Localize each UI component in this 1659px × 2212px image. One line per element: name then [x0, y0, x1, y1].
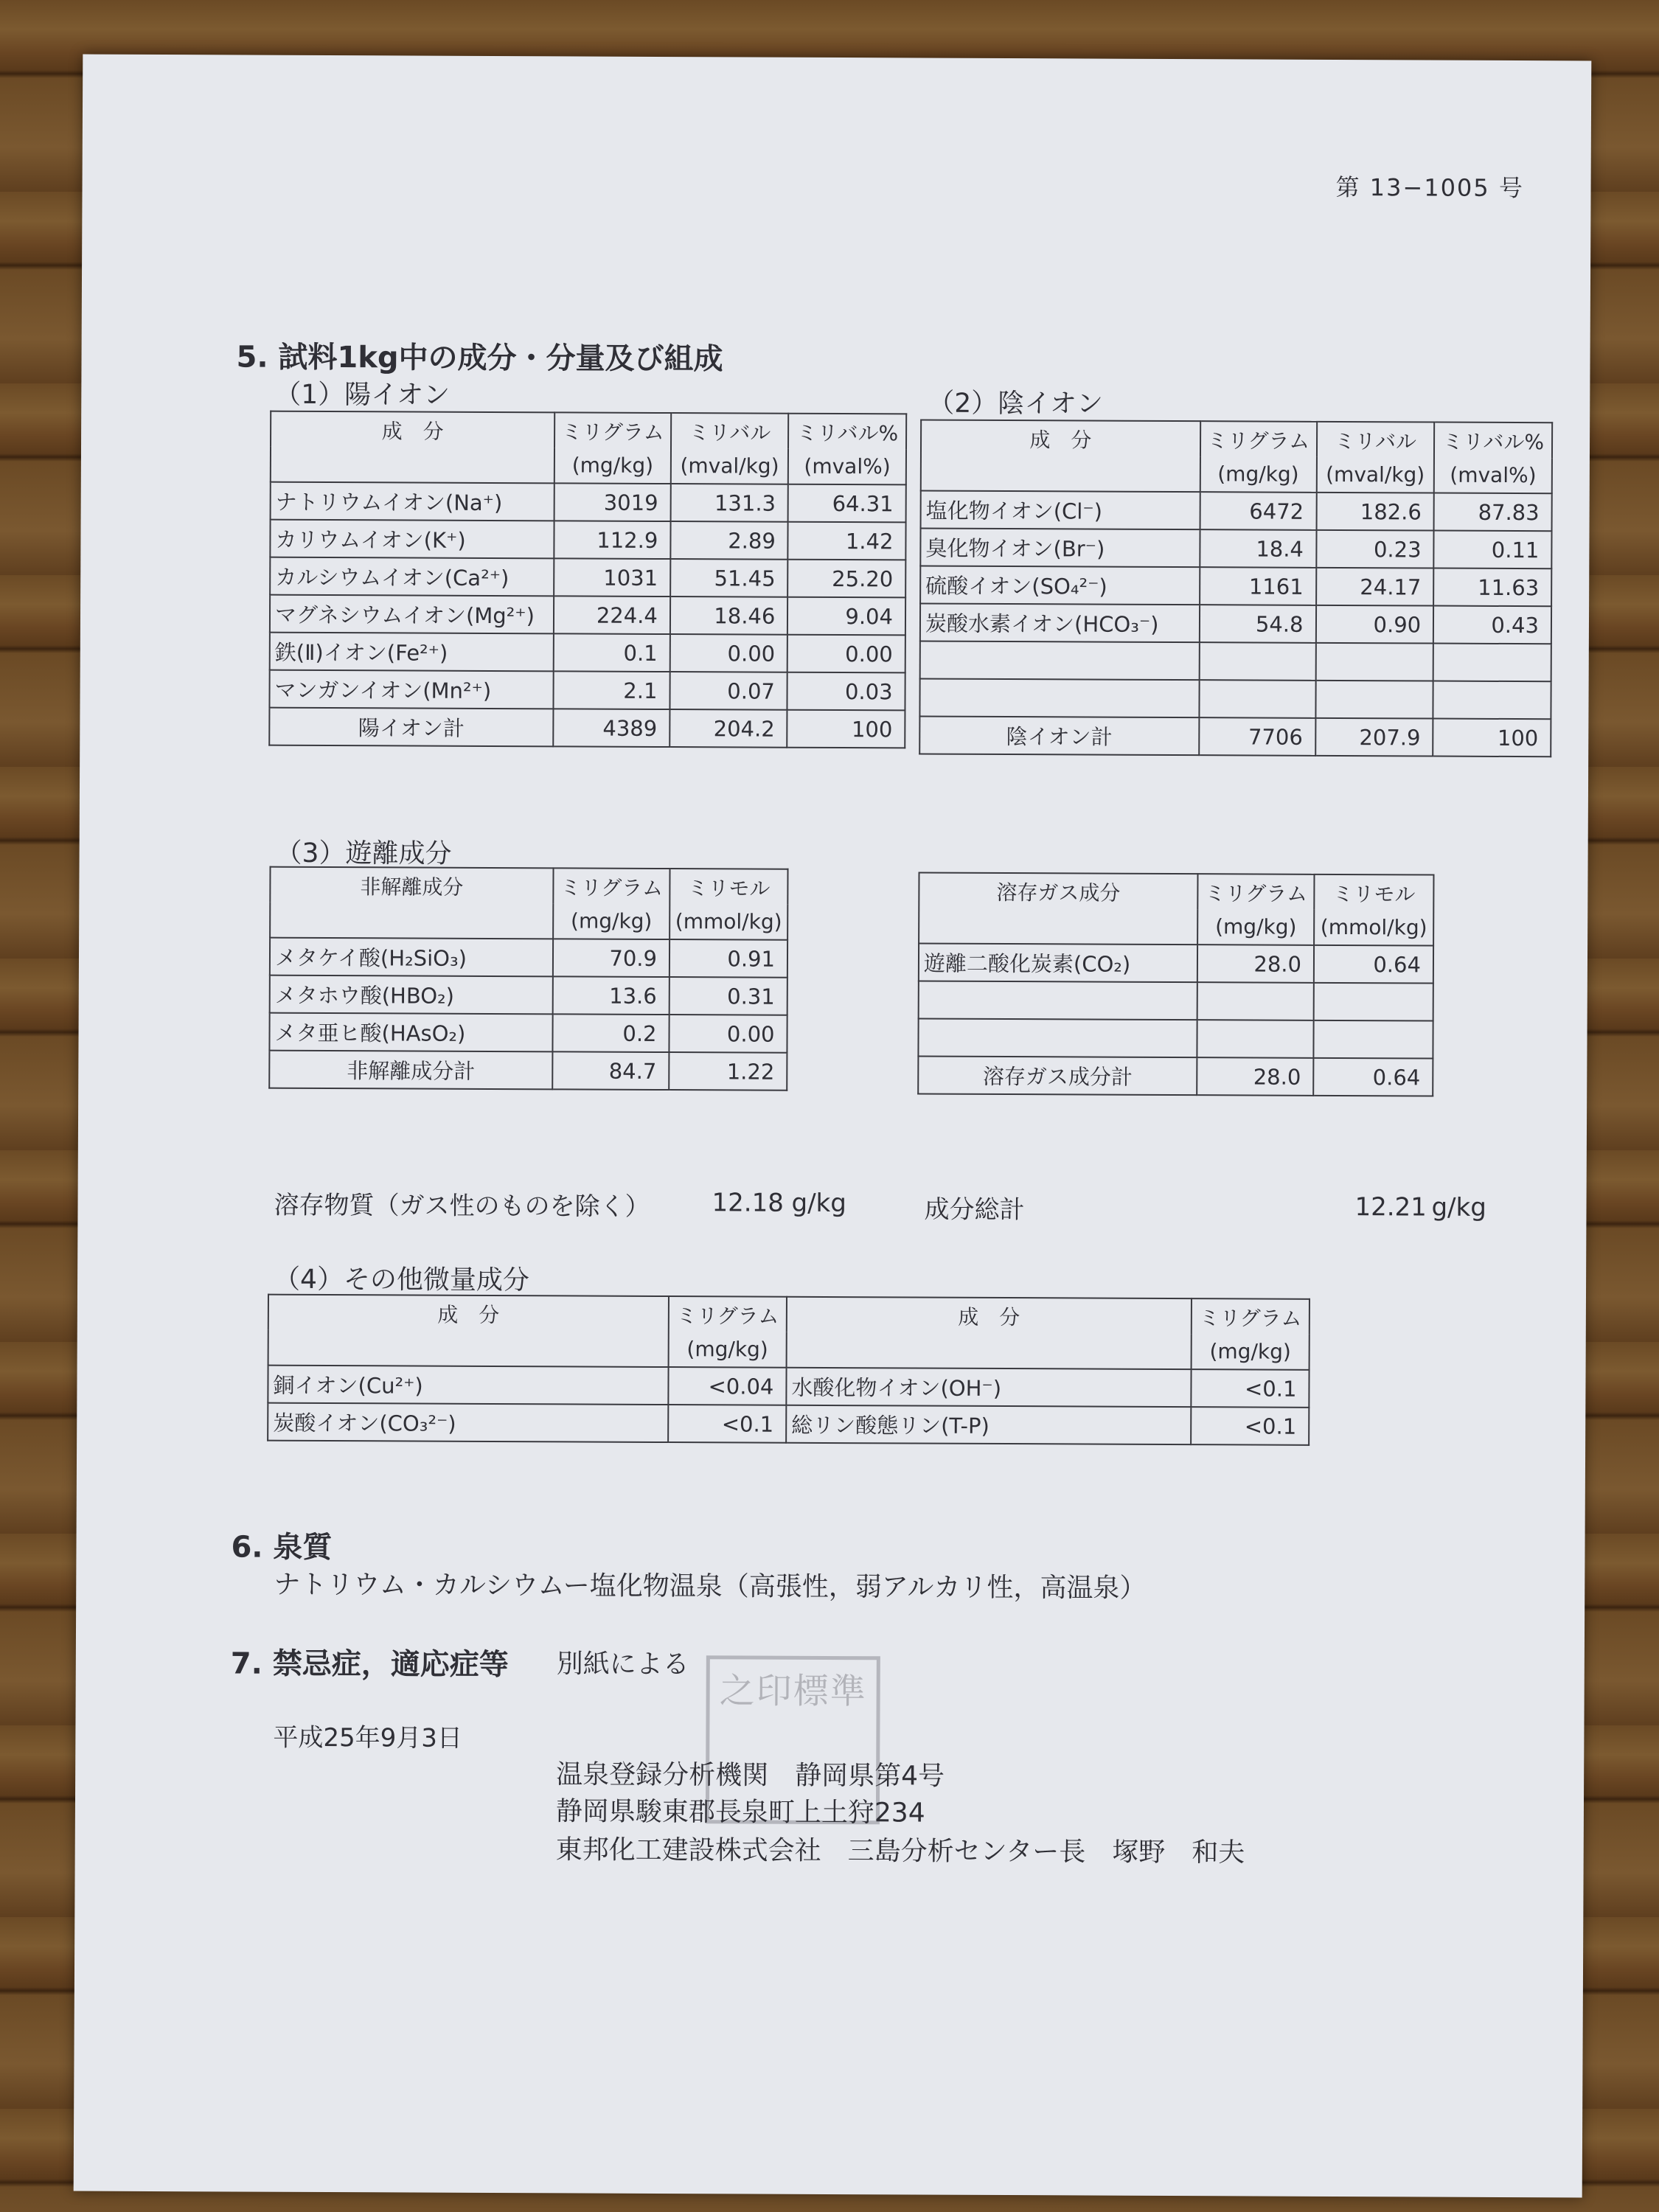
table-row: [268, 1366, 1309, 1408]
header-cell: ミリバル%: [788, 414, 906, 450]
header-cell: ミリモル: [669, 869, 787, 905]
empty-row: [920, 641, 1551, 682]
value-cell: 6472: [1200, 492, 1316, 530]
value-cell: 131.3: [670, 484, 788, 522]
dissolved-gas-table: [917, 872, 1434, 1097]
table-row: [270, 633, 905, 673]
value-cell: <0.04: [668, 1367, 786, 1405]
spring-quality: ナトリウム・カルシウムー塩化物温泉（高張性，弱アルカリ性，高温泉）: [274, 1569, 1147, 1604]
component-cell: 炭酸水素イオン(HCO₃⁻): [920, 604, 1200, 643]
component-cell: 硫酸イオン(SO₄²⁻): [920, 566, 1200, 605]
document-number: 第 13−1005 号: [1335, 173, 1524, 203]
value-cell: 0.31: [669, 977, 787, 1015]
total-label: 陽イオン計: [269, 708, 553, 747]
empty-row: [919, 981, 1433, 1021]
component-cell: マグネシウムイオン(Mg²⁺): [270, 595, 554, 634]
total-label: 非解離成分計: [269, 1051, 552, 1090]
total-components-unit: g/kg: [1431, 1192, 1486, 1222]
header-cell: ミリグラム: [553, 868, 669, 904]
unit-cell: (mmol/kg): [1314, 910, 1433, 946]
table-row: [270, 595, 905, 636]
total-value: 28.0: [1197, 1057, 1313, 1096]
component-cell: カリウムイオン(K⁺): [270, 520, 554, 559]
trace-title: （4）その他微量成分: [273, 1264, 530, 1296]
header-cell: ミリグラム: [1192, 1298, 1310, 1335]
header-cell: ミリバル%: [1434, 422, 1552, 459]
total-value: 1.22: [669, 1052, 787, 1091]
component-cell: メタホウ酸(HBO₂): [270, 975, 553, 1015]
table-header-row: [919, 873, 1433, 911]
value-cell: <0.1: [1191, 1407, 1309, 1445]
nondissociated-table: [268, 866, 788, 1091]
unit-cell: (mval%): [1434, 458, 1552, 494]
table-unit-row: [270, 902, 787, 940]
table-row: [920, 529, 1551, 569]
table-row: [921, 491, 1552, 532]
header-cell: ミリグラム: [1200, 421, 1317, 457]
component-cell: カルシウムイオン(Ca²⁺): [270, 557, 554, 597]
value-cell: 112.9: [554, 521, 670, 559]
table-unit-row: [919, 908, 1433, 946]
table-row: [919, 944, 1433, 984]
total-row: [269, 1051, 787, 1091]
cation-table: [268, 411, 907, 749]
value-cell: 18.46: [670, 597, 788, 635]
section7-body: 別紙による: [556, 1649, 689, 1680]
seal-text: 之印標準: [719, 1670, 867, 1713]
value-cell: 18.4: [1200, 529, 1316, 568]
value-cell: 9.04: [787, 597, 905, 636]
table-row: [270, 938, 787, 978]
table-row: [271, 482, 906, 523]
total-components-label: 成分総計: [924, 1194, 1025, 1225]
issuer-line3: 東邦化工建設株式会社 三島分析センター長 塚野 和夫: [555, 1834, 1245, 1868]
value-cell: 0.91: [669, 939, 787, 978]
value-cell: 0.00: [669, 1015, 787, 1053]
component-cell: 銅イオン(Cu²⁺): [268, 1366, 668, 1405]
value-cell: 13.6: [553, 976, 669, 1015]
component-cell: マンガンイオン(Mn²⁺): [269, 670, 553, 709]
total-row: [919, 717, 1551, 757]
total-value: 207.9: [1315, 718, 1433, 757]
total-value: 0.64: [1313, 1058, 1433, 1096]
header-cell: ミリグラム: [669, 1296, 787, 1332]
value-cell: 0.64: [1314, 945, 1433, 984]
total-value: 100: [787, 710, 905, 748]
header-cell: ミリグラム: [1197, 874, 1314, 910]
value-cell: 51.45: [670, 559, 788, 597]
component-cell: 水酸化物イオン(OH⁻): [786, 1368, 1191, 1407]
value-cell: 28.0: [1197, 945, 1314, 983]
header-cell: ミリモル: [1314, 874, 1433, 911]
unit-cell: (mg/kg): [554, 448, 671, 484]
value-cell: <0.1: [1191, 1369, 1309, 1408]
table-row: [920, 566, 1551, 607]
dissolved-value: 12.18: [712, 1188, 784, 1218]
unit-cell: (mmol/kg): [669, 904, 787, 940]
component-cell: 臭化物イオン(Br⁻): [920, 529, 1200, 568]
unit-cell: (mg/kg): [553, 903, 669, 939]
header-cell: ミリバル: [671, 413, 789, 449]
value-cell: 3019: [554, 483, 671, 521]
header-cell: 溶存ガス成分: [919, 873, 1197, 910]
total-value: 204.2: [669, 709, 787, 748]
value-cell: 11.63: [1433, 568, 1551, 607]
value-cell: 0.90: [1315, 605, 1433, 644]
value-cell: 1.42: [788, 522, 906, 560]
header-cell: 非解離成分: [270, 867, 553, 904]
header-cell: 成 分: [921, 420, 1200, 457]
component-cell: メタケイ酸(H₂SiO₃): [270, 938, 553, 977]
value-cell: 87.83: [1434, 493, 1552, 532]
table-unit-row: [921, 456, 1552, 494]
table-row: [270, 975, 787, 1015]
value-cell: 0.07: [669, 672, 787, 710]
header-cell: 成 分: [787, 1297, 1192, 1334]
component-cell: 遊離二酸化炭素(CO₂): [919, 944, 1197, 983]
value-cell: 0.23: [1316, 530, 1434, 568]
table-row: [268, 1403, 1309, 1445]
table-row: [920, 604, 1551, 644]
value-cell: 0.43: [1433, 606, 1551, 644]
unit-cell: (mval/kg): [671, 448, 789, 484]
value-cell: 0.2: [553, 1014, 669, 1052]
total-row: [918, 1057, 1433, 1096]
anion-title: （2）陰イオン: [928, 388, 1104, 420]
table-row: [269, 670, 905, 711]
table-unit-row: [268, 1330, 1310, 1370]
value-cell: 2.89: [670, 521, 788, 560]
dissolved-label: 溶存物質（ガス性のものを除く）: [274, 1190, 650, 1222]
section6-title: 6. 泉質: [231, 1530, 333, 1565]
unit-cell: (mg/kg): [1197, 909, 1314, 945]
section7-title: 7. 禁忌症，適応症等: [230, 1646, 509, 1683]
issuer-line1: 温泉登録分析機関 静岡県第4号: [556, 1759, 945, 1792]
empty-row: [919, 679, 1551, 720]
total-label: 溶存ガス成分計: [918, 1057, 1197, 1096]
header-cell: ミリグラム: [554, 412, 671, 448]
value-cell: 64.31: [788, 484, 906, 523]
empty-row: [918, 1019, 1433, 1059]
table-row: [270, 557, 905, 598]
value-cell: 1031: [554, 558, 670, 597]
value-cell: 24.17: [1316, 568, 1434, 606]
table-header-row: [921, 420, 1552, 459]
component-cell: 塩化物イオン(Cl⁻): [921, 491, 1200, 530]
table-header-row: [270, 867, 787, 905]
value-cell: <0.1: [668, 1405, 786, 1443]
value-cell: 182.6: [1316, 493, 1434, 531]
header-cell: ミリバル: [1316, 422, 1434, 458]
header-cell: 成 分: [271, 411, 554, 448]
total-label: 陰イオン計: [919, 717, 1199, 756]
component-cell: 鉄(Ⅱ)イオン(Fe²⁺): [270, 633, 554, 672]
component-cell: メタ亜ヒ酸(HAsO₂): [269, 1013, 552, 1052]
trace-table: [267, 1294, 1310, 1446]
unit-cell: (mval/kg): [1316, 457, 1434, 493]
value-cell: 0.00: [670, 634, 788, 672]
total-row: [269, 708, 905, 748]
component-cell: 総リン酸態リン(T-P): [786, 1405, 1191, 1444]
value-cell: 0.11: [1433, 531, 1551, 569]
table-header-row: [271, 411, 906, 450]
header-cell: 成 分: [268, 1295, 669, 1332]
value-cell: 0.03: [787, 672, 905, 711]
anion-table: [919, 420, 1553, 758]
component-cell: 炭酸イオン(CO₃²⁻): [268, 1403, 668, 1442]
issuer-line2: 静岡県駿東郡長泉町上土狩234: [555, 1796, 925, 1829]
table-header-row: [268, 1295, 1310, 1335]
issue-date: 平成25年9月3日: [273, 1722, 462, 1753]
unit-cell: (mg/kg): [669, 1332, 787, 1368]
unit-cell: (mg/kg): [1192, 1334, 1310, 1370]
cation-title: （1）陽イオン: [274, 379, 451, 411]
total-value: 4389: [553, 709, 669, 747]
component-cell: ナトリウムイオン(Na⁺): [271, 482, 554, 521]
value-cell: 224.4: [554, 596, 670, 634]
value-cell: 25.20: [787, 560, 905, 598]
total-components-value: 12.21: [1354, 1192, 1427, 1222]
dissolved-unit: g/kg: [791, 1188, 846, 1219]
value-cell: 1161: [1200, 567, 1316, 605]
total-value: 100: [1433, 719, 1551, 757]
table-row: [270, 520, 905, 560]
value-cell: 2.1: [554, 671, 670, 709]
total-value: 84.7: [552, 1051, 669, 1090]
table-unit-row: [271, 447, 906, 485]
value-cell: 0.1: [554, 633, 670, 672]
free-title: （3）遊離成分: [275, 838, 452, 869]
total-value: 7706: [1199, 717, 1315, 756]
unit-cell: (mg/kg): [1200, 456, 1316, 493]
unit-cell: (mval%): [788, 449, 906, 485]
table-row: [269, 1013, 787, 1053]
document-page: [74, 55, 1592, 2198]
value-cell: 54.8: [1200, 605, 1316, 643]
value-cell: 0.00: [787, 635, 905, 673]
value-cell: 70.9: [553, 939, 669, 977]
section5-title: 5. 試料1kg中の成分・分量及び組成: [236, 340, 723, 377]
